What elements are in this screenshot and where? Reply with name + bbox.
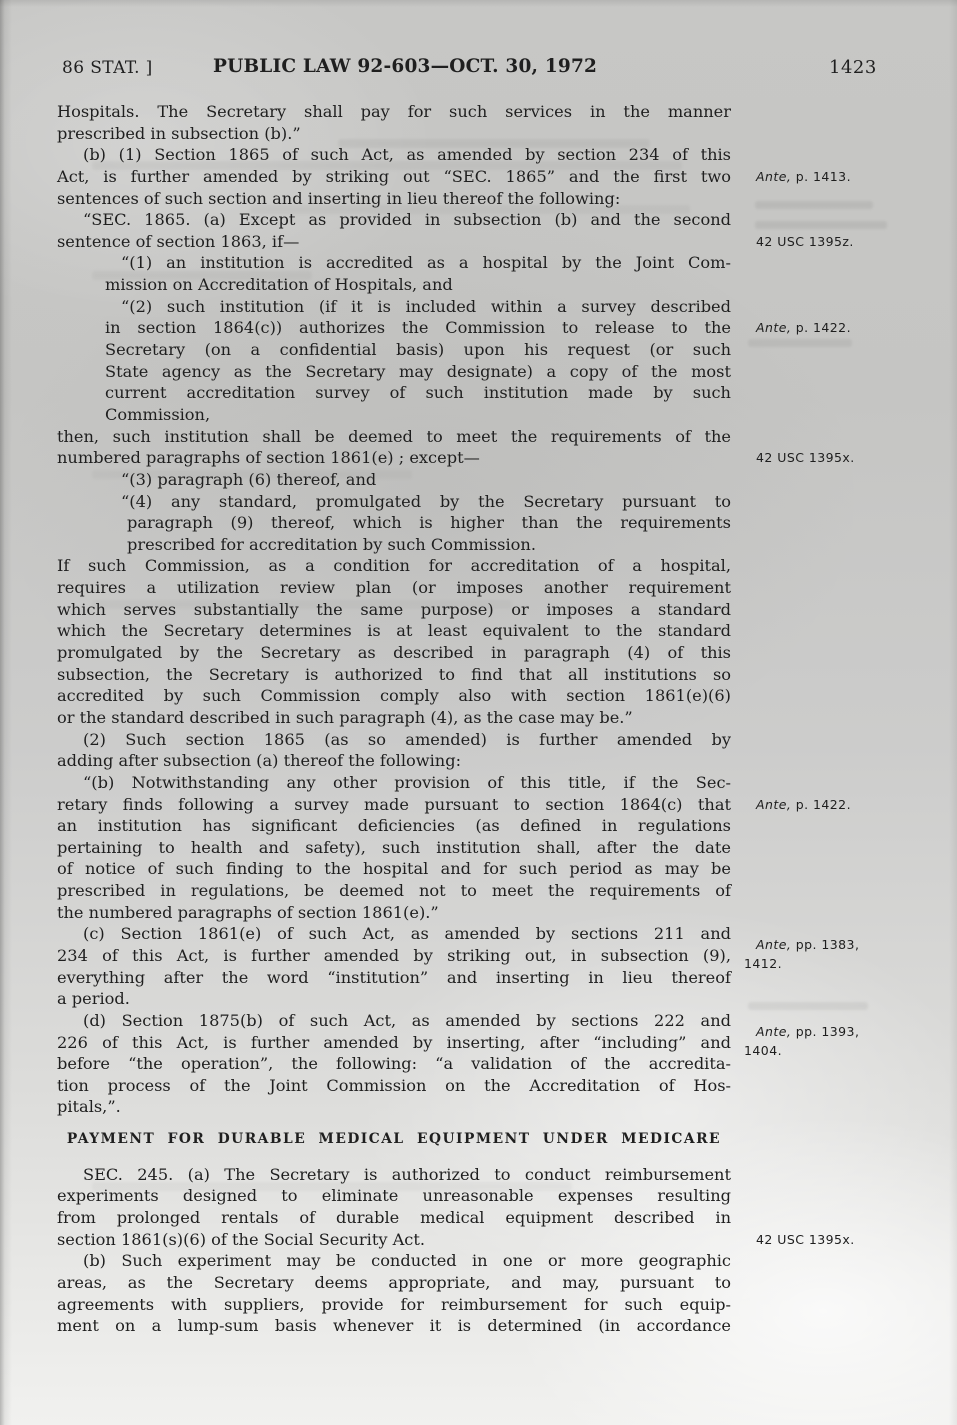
- bleed-through-mark: [748, 1002, 868, 1010]
- text-line: a period.: [57, 989, 130, 1009]
- margin-note: Ante, pp. 1393, 1404.: [744, 1023, 860, 1059]
- text-line: State agency as the Secretary may designate) a copy of the most: [105, 361, 731, 381]
- text-line: “(3) paragraph (6) thereof, and: [121, 469, 377, 489]
- page-top-edge-shadow: [0, 0, 957, 7]
- text-line: Secretary (on a confidential basis) upon his request (or such: [105, 340, 731, 360]
- section-heading: PAYMENT FOR DURABLE MEDICAL EQUIPMENT UNDER MEDICARE: [66, 1131, 722, 1148]
- page-number: 1423: [829, 57, 877, 78]
- text-line: which the Secretary determines is at least equivalent to the standard: [57, 621, 731, 641]
- margin-note: Ante, p. 1422.: [756, 796, 851, 812]
- text-line: the numbered paragraphs of section 1861(e).”: [57, 902, 439, 922]
- margin-note: 42 USC 1395z.: [756, 233, 854, 249]
- running-head: [0, 58, 957, 86]
- text-line: agreements with suppliers, provide for reimbursement for such equip-: [57, 1294, 731, 1314]
- text-line: tion process of the Joint Commission on the Accreditation of Hos-: [57, 1075, 731, 1095]
- text-line: mission on Accreditation of Hospitals, and: [105, 275, 453, 295]
- text-line: section 1861(s)(6) of the Social Security Act. 42 USC 1395x.: [57, 1229, 731, 1251]
- text-line: “(4) any standard, promulgated by the Secretary pursuant to: [121, 491, 731, 511]
- text-line: (c) Section 1861(e) of such Act, as amended by sections 211 and: [83, 924, 731, 944]
- margin-note: 42 USC 1395x.: [756, 450, 855, 466]
- text-line: Act, is further amended by striking out “SEC. 1865” and the first two Ante, p. 1413.: [57, 166, 731, 188]
- text-line: “(b) Notwithstanding any other provision of this title, if the Sec-: [83, 772, 731, 792]
- text-line: an institution has significant deficiencies (as defined in regulations: [57, 816, 731, 836]
- text-line: accredited by such Commission comply also with section 1861(e)(6): [57, 686, 731, 706]
- text-line: 234 of this Act, is further amended by striking out, in subsection (9), Ante, pp. 1383, 1412.: [57, 945, 731, 967]
- statute-text-column: [57, 101, 860, 1337]
- text-line: Commission,: [105, 404, 211, 424]
- text-line: requires a utilization review plan (or imposes another requirement: [57, 578, 731, 598]
- text-line: prescribed for accreditation by such Commission.: [127, 534, 536, 554]
- text-line: SEC. 245. (a) The Secretary is authorized to conduct reimbursement: [83, 1164, 731, 1184]
- text-line: pertaining to health and safety), such institution shall, after the date: [57, 837, 731, 857]
- text-line: promulgated by the Secretary as described in paragraph (4) of this: [57, 643, 731, 663]
- text-line: “(2) such institution (if it is included within a survey described: [121, 296, 731, 316]
- page-right-edge-shadow: [949, 0, 957, 1425]
- bleed-through-mark: [755, 221, 887, 229]
- text-line: prescribed in regulations, be deemed not to meet the requirements of: [57, 881, 731, 901]
- text-line: retary finds following a survey made pursuant to section 1864(c) that Ante, p. 1422.: [57, 794, 731, 816]
- text-line: then, such institution shall be deemed to meet the requirements of the: [57, 426, 731, 446]
- text-line: everything after the word “institution” and inserting in lieu thereof: [57, 967, 731, 987]
- text-line: sentence of section 1863, if— 42 USC 1395z.: [57, 231, 731, 253]
- text-line: If such Commission, as a condition for accreditation of a hospital,: [57, 556, 731, 576]
- text-line: prescribed in subsection (b).”: [57, 123, 301, 143]
- text-line: (b) Such experiment may be conducted in one or more geographic: [83, 1251, 731, 1271]
- margin-note: Ante, p. 1413.: [756, 168, 851, 184]
- bleed-through-mark: [748, 339, 852, 347]
- margin-note: Ante, pp. 1383, 1412.: [744, 936, 860, 972]
- text-line: (d) Section 1875(b) of such Act, as amended by sections 222 and: [83, 1010, 731, 1030]
- text-line: “SEC. 1865. (a) Except as provided in subsection (b) and the second: [83, 210, 731, 230]
- text-line: paragraph (9) thereof, which is higher than the requirements: [127, 513, 731, 533]
- text-line: adding after subsection (a) thereof the following:: [57, 751, 462, 771]
- text-line: subsection, the Secretary is authorized to find that all institutions so: [57, 664, 731, 684]
- text-line: in section 1864(c)) authorizes the Commission to release to the Ante, p. 1422.: [57, 317, 731, 339]
- text-line: from prolonged rentals of durable medical equipment described in: [57, 1208, 731, 1228]
- text-line: which serves substantially the same purpose) or imposes a standard: [57, 599, 731, 619]
- text-line: (b) (1) Section 1865 of such Act, as amended by section 234 of this: [83, 145, 731, 165]
- statutes-volume-label: 86 STAT. ]: [62, 58, 153, 78]
- text-line: before “the operation”, the following: “a validation of the accredita-: [57, 1054, 731, 1074]
- text-line: or the standard described in such paragraph (4), as the case may be.”: [57, 707, 633, 727]
- text-line: current accreditation survey of such institution made by such: [105, 383, 731, 403]
- text-line: experiments designed to eliminate unreasonable expenses resulting: [57, 1186, 731, 1206]
- text-line: areas, as the Secretary deems appropriate, and may, pursuant to: [57, 1272, 731, 1292]
- text-line: ment on a lump-sum basis whenever it is determined (in accordance: [57, 1316, 731, 1336]
- text-line: of notice of such finding to the hospital and for such period as may be: [57, 859, 731, 879]
- page-left-edge-shadow: [0, 0, 12, 1425]
- text-line: 226 of this Act, is further amended by inserting, after “including” and Ante, pp. 1393, 1404.: [57, 1032, 731, 1054]
- text-line: sentences of such section and inserting in lieu thereof the following:: [57, 188, 621, 208]
- text-line: Hospitals. The Secretary shall pay for such services in the manner: [57, 102, 731, 121]
- text-line: pitals,”.: [57, 1097, 121, 1117]
- text-line: “(1) an institution is accredited as a hospital by the Joint Com-: [121, 253, 731, 273]
- margin-note: Ante, p. 1422.: [756, 320, 851, 336]
- margin-note: 42 USC 1395x.: [756, 1231, 855, 1247]
- bleed-through-mark: [755, 201, 873, 209]
- text-line: (2) Such section 1865 (as so amended) is further amended by: [83, 729, 731, 749]
- text-line: numbered paragraphs of section 1861(e) ; except— 42 USC 1395x.: [57, 447, 731, 469]
- public-law-title: PUBLIC LAW 92-603—OCT. 30, 1972: [213, 56, 598, 77]
